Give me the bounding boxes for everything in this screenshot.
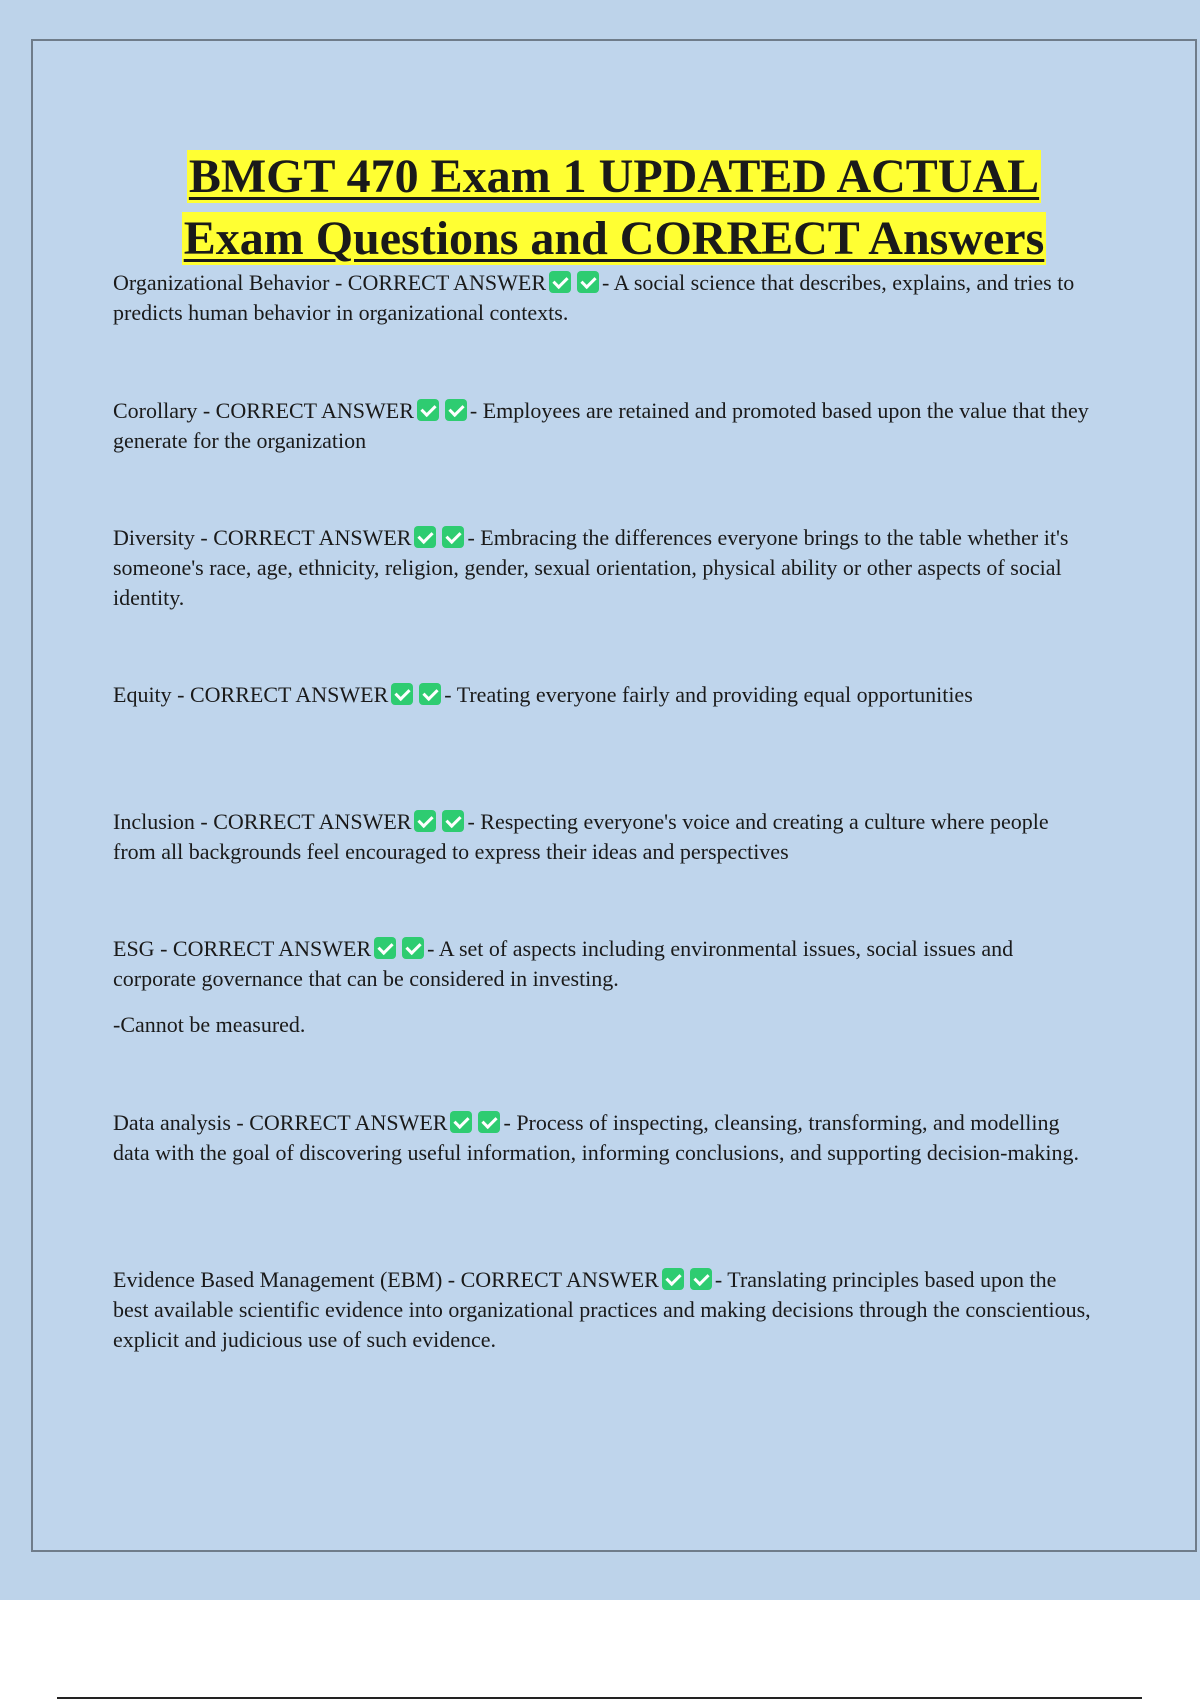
entry-term: Equity	[113, 682, 172, 707]
entry-term: Data analysis	[113, 1110, 231, 1135]
entry-definition: A set of aspects including environmental issues, social issues and corporate governance that can be considered in investing.	[113, 936, 1014, 991]
check-icon	[442, 810, 464, 832]
answer-label: CORRECT ANSWER	[172, 936, 372, 961]
entry-definition: Treating everyone fairly and providing equal opportunities	[456, 682, 973, 707]
answer-label: CORRECT ANSWER	[460, 1267, 659, 1292]
answer-label: CORRECT ANSWER	[213, 809, 412, 834]
answer-label: CORRECT ANSWER	[347, 270, 547, 295]
check-icon	[419, 683, 441, 705]
check-icon	[391, 683, 413, 705]
entry-term: Inclusion	[113, 809, 195, 834]
check-icon	[417, 399, 439, 421]
entry-definition: A social science that describes, explains, and tries to predicts human behavior in organizational contexts.	[113, 270, 1075, 325]
entry-diversity: Diversity - CORRECT ANSWER - Embracing the differences everyone brings to the table whether it's someone's race, age, ethnicity, religion, gender, sexual orientation, physical ability or other aspects of social identity.	[113, 525, 1069, 610]
entry-definition: Respecting everyone's voice and creating a culture where people from all backgrounds feel encouraged to express their ideas and perspectives	[113, 809, 1049, 864]
check-icon	[402, 937, 424, 959]
check-icon	[414, 810, 436, 832]
footer-divider	[57, 1697, 1142, 1699]
check-icon	[414, 526, 436, 548]
entry-note: -Cannot be measured.	[113, 1012, 306, 1037]
check-icon	[662, 1268, 684, 1290]
entry-equity: Equity - CORRECT ANSWER - Treating everyone fairly and providing equal opportunities	[113, 682, 973, 707]
entry-definition: Embracing the differences everyone brings to the table whether it's someone's race, age, ethnicity, religion, gender, sexual orientation, physical ability or other aspects of social identity.	[113, 525, 1069, 610]
title-line-1: BMGT 470 Exam 1 UPDATED ACTUAL	[188, 150, 1040, 203]
answer-label: CORRECT ANSWER	[215, 398, 414, 423]
entry-definition: Translating principles based upon the best available scientific evidence into organizational practices and making decisions through the conscientious, explicit and judicious use of such evidence.	[113, 1267, 1091, 1352]
check-icon	[577, 271, 599, 293]
check-icon	[450, 1111, 472, 1133]
entry-definition: Process of inspecting, cleansing, transforming, and modelling data with the goal of discovering useful information, informing conclusions, and supporting decision-making.	[113, 1110, 1079, 1165]
entry-term: Organizational Behavior	[113, 270, 330, 295]
check-icon	[549, 271, 571, 293]
entry-inclusion: Inclusion - CORRECT ANSWER - Respecting everyone's voice and creating a culture where people from all backgrounds feel encouraged to express their ideas and perspectives	[113, 809, 1049, 864]
check-icon	[374, 937, 396, 959]
answer-label: CORRECT ANSWER	[213, 525, 412, 550]
entry-definition: Employees are retained and promoted based upon the value that they generate for the organization	[113, 398, 1089, 453]
entry-term: Diversity	[113, 525, 195, 550]
entry-evidence-based-management: Evidence Based Management (EBM) - CORRECT ANSWER - Translating principles based upon the best available scientific evidence into organizational practices and making decisions through the conscientious, explicit and judicious use of such evidence.	[113, 1267, 1091, 1352]
entry-term: Evidence Based Management (EBM)	[113, 1267, 443, 1292]
answer-label: CORRECT ANSWER	[190, 682, 389, 707]
entry-term: ESG	[113, 936, 155, 961]
check-icon	[690, 1268, 712, 1290]
title-line-2: Exam Questions and CORRECT Answers	[183, 212, 1045, 265]
check-icon	[478, 1111, 500, 1133]
entry-corollary: Corollary - CORRECT ANSWER - Employees are retained and promoted based upon the value that they generate for the organization	[113, 398, 1089, 453]
check-icon	[442, 526, 464, 548]
document-title	[33, 146, 1195, 270]
entry-organizational-behavior: Organizational Behavior - CORRECT ANSWER - A social science that describes, explains, and tries to predicts human behavior in organizational contexts.	[113, 270, 1075, 325]
entry-esg: ESG - CORRECT ANSWER - A set of aspects including environmental issues, social issues and corporate governance that can be considered in investing. -Cannot be measured.	[113, 934, 1093, 1040]
answer-label: CORRECT ANSWER	[249, 1110, 448, 1135]
check-icon	[445, 399, 467, 421]
entry-data-analysis: Data analysis - CORRECT ANSWER - Process of inspecting, cleansing, transforming, and modelling data with the goal of discovering useful information, informing conclusions, and supporting decision-making.	[113, 1110, 1079, 1165]
entry-term: Corollary	[113, 398, 198, 423]
